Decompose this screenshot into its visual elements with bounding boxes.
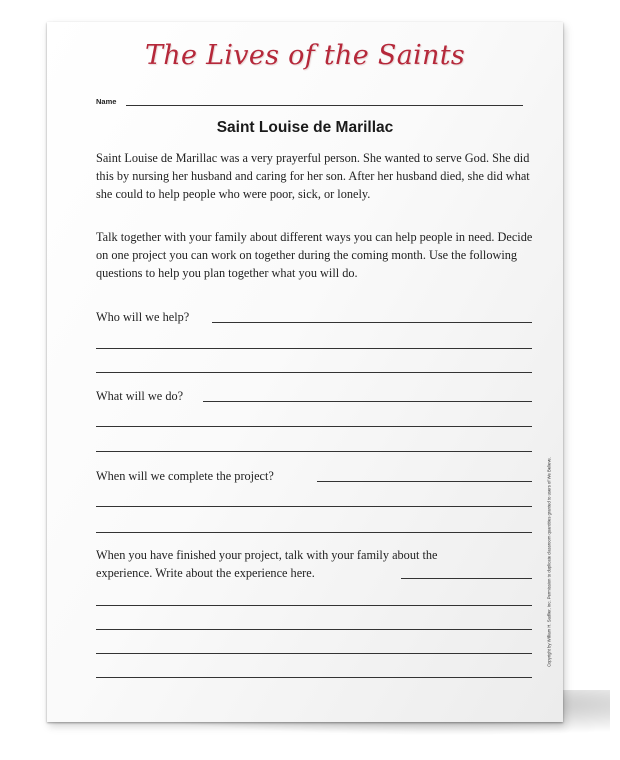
- final-prompt-text1: When you have finished your project, talk with your family about the: [96, 548, 438, 562]
- answer-line[interactable]: [96, 451, 532, 452]
- name-label: Name: [96, 97, 117, 106]
- answer-line[interactable]: [96, 426, 532, 427]
- answer-line[interactable]: [96, 653, 532, 654]
- answer-line[interactable]: [96, 506, 532, 507]
- final-prompt-line2: [96, 566, 532, 582]
- intro-paragraph: Saint Louise de Marillac was a very prayerful person. She wanted to serve God. She did this by nursing her husband and caring for her son. After her husband died, she did what she could to help people who were poor, sick, or lonely.: [96, 151, 530, 201]
- answer-line[interactable]: [96, 605, 532, 606]
- answer-line[interactable]: [96, 532, 532, 533]
- answer-line[interactable]: [401, 578, 532, 579]
- answer-line[interactable]: [96, 629, 532, 630]
- answer-line[interactable]: [96, 677, 532, 678]
- answer-line[interactable]: [203, 401, 532, 402]
- answer-line[interactable]: [317, 481, 532, 482]
- question-who-label: Who will we help?: [96, 310, 190, 324]
- answer-line[interactable]: [96, 372, 532, 373]
- instructions-paragraph: Talk together with your family about different ways you can help people in need. Decide on one project you can work on together during the coming month. Use the following questions to help you plan together what you will do.: [96, 230, 533, 280]
- question-when: [96, 469, 532, 485]
- copyright-text: Copyright by William H. Sadlier, Inc. Permission to duplicate classroom quantities granted to users of We Believe.: [546, 457, 552, 667]
- final-prompt-line1: [96, 548, 532, 564]
- question-when-label: When will we complete the project?: [96, 469, 274, 483]
- series-title: The Lives of the Saints: [144, 40, 466, 71]
- question-what: [96, 389, 532, 405]
- page-title: Saint Louise de Marillac: [216, 119, 394, 136]
- name-line[interactable]: [126, 105, 523, 106]
- answer-line[interactable]: [212, 322, 532, 323]
- name-field[interactable]: [96, 97, 523, 109]
- question-who: [96, 310, 532, 326]
- worksheet-page: [47, 22, 563, 722]
- answer-line[interactable]: [96, 348, 532, 349]
- copyright-notice: [542, 432, 556, 692]
- final-prompt-text2: experience. Write about the experience here.: [96, 566, 315, 580]
- question-what-label: What will we do?: [96, 389, 184, 403]
